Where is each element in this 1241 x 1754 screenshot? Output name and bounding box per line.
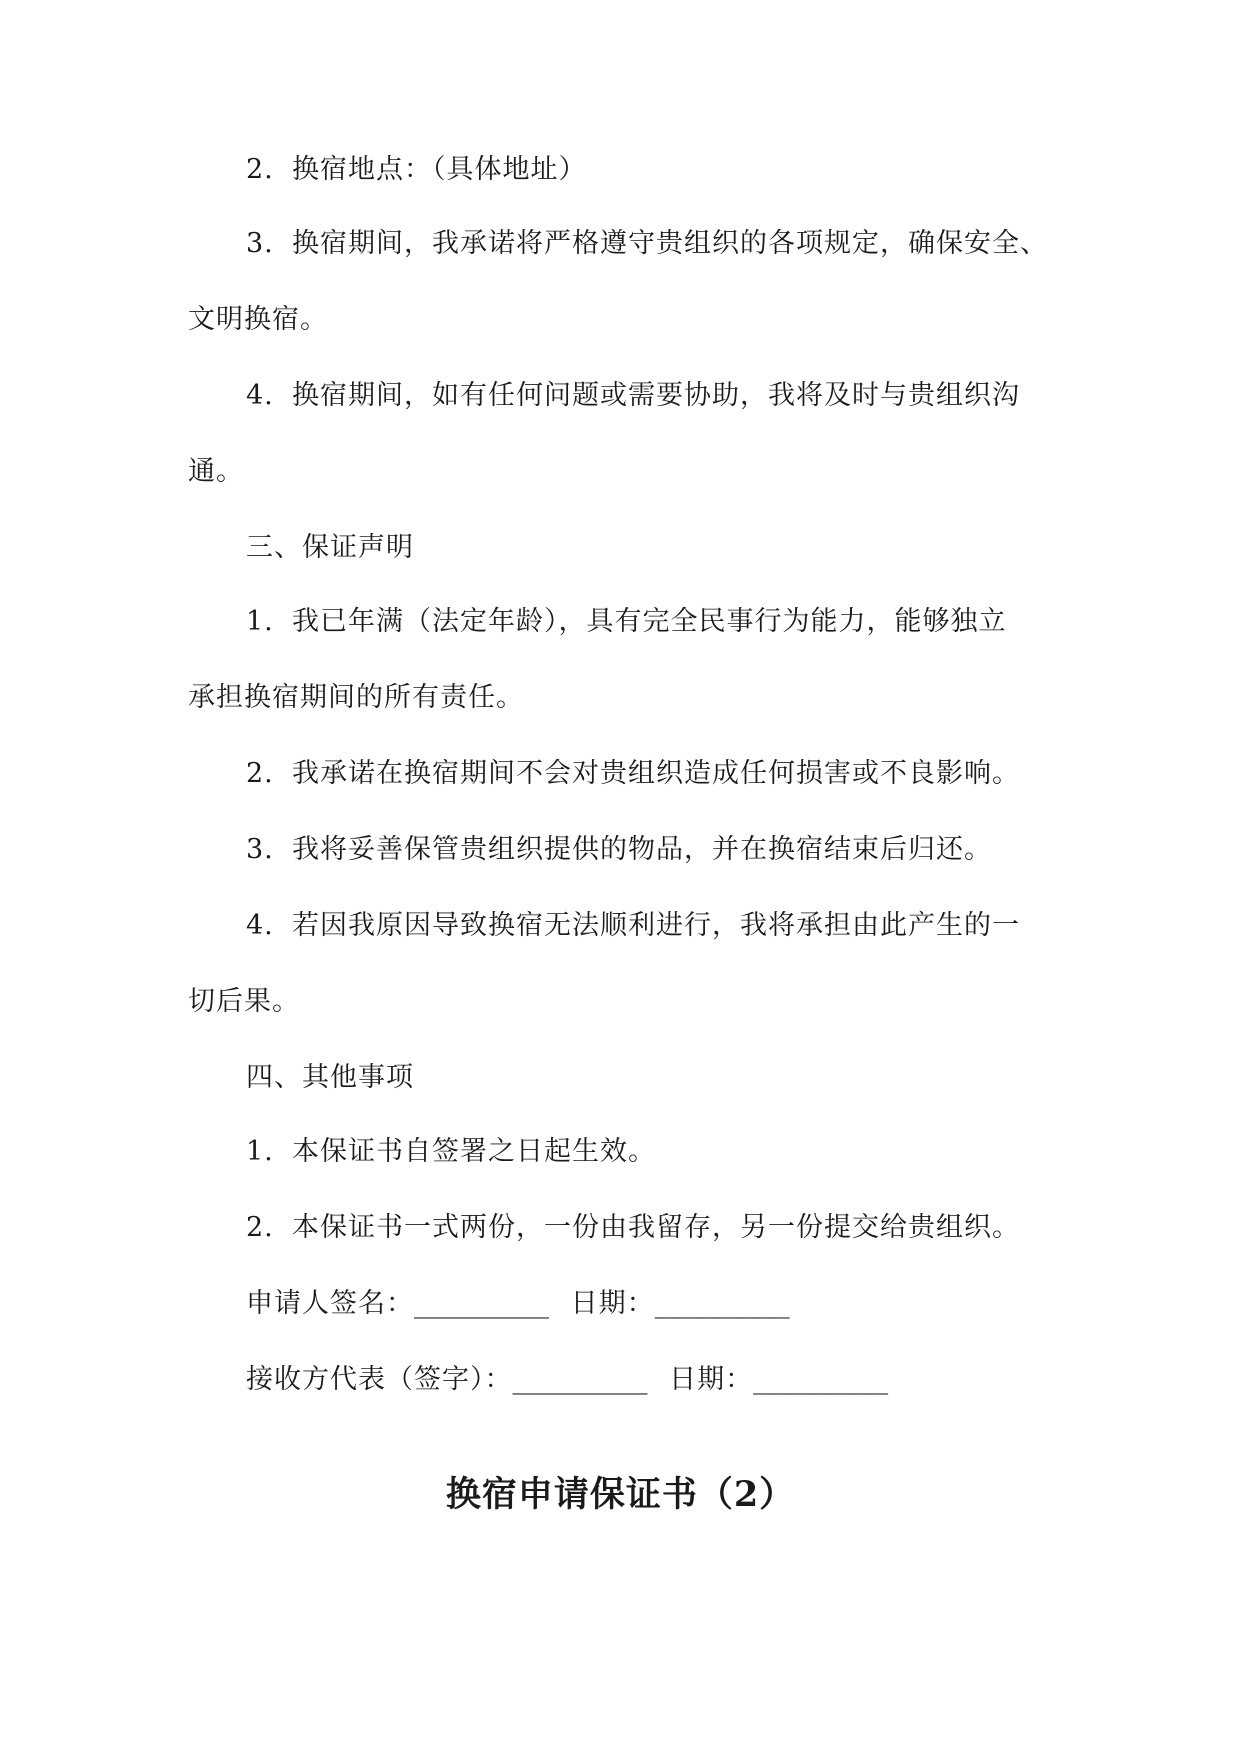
section-heading-guarantee: 三、保证声明 [246,532,414,563]
item-location [246,152,587,188]
item-number: 2. [246,758,274,789]
item-number: 1. [246,606,274,637]
item-number: 2. [246,154,274,185]
item-consequences [246,908,1020,944]
item-number: 4. [246,380,274,411]
next-document-title: 换宿申请保证书（2） [445,1474,796,1515]
applicant-signature-label: 申请人签名： [246,1288,414,1319]
item-number: 1. [246,1136,274,1167]
item-age-continued: 承担换宿期间的所有责任。 [188,682,524,713]
item-text: 我已年满（法定年龄），具有完全民事行为能力，能够独立 [292,606,1007,637]
item-effective [246,1134,656,1170]
item-number: 3. [246,228,274,259]
receiver-date-label: 日期： [669,1364,754,1395]
item-consequences-continued: 切后果。 [188,986,300,1017]
receiver-signature-label: 接收方代表（签字）： [246,1364,513,1395]
item-text: 换宿期间，我承诺将严格遵守贵组织的各项规定，确保安全、 [292,228,1048,259]
item-text: 我承诺在换宿期间不会对贵组织造成任何损害或不良影响。 [292,758,1020,789]
applicant-signature-blank[interactable]: __________ [414,1288,549,1319]
receiver-signature-blank[interactable]: __________ [512,1364,648,1395]
item-communication [246,378,1020,414]
item-text: 若因我原因导致换宿无法顺利进行，我将承担由此产生的一 [292,910,1020,941]
item-rules-continued: 文明换宿。 [188,304,328,335]
item-text: 本保证书自签署之日起生效。 [292,1136,656,1167]
section-heading-other: 四、其他事项 [246,1062,414,1093]
item-number: 4. [246,910,274,941]
item-rules [246,226,1048,262]
item-text: 我将妥善保管贵组织提供的物品，并在换宿结束后归还。 [292,834,992,865]
item-text: 换宿地点：（具体地址） [292,154,587,185]
item-number: 3. [246,834,274,865]
item-number: 2. [246,1212,274,1243]
item-communication-continued: 通。 [188,456,244,487]
item-text: 换宿期间，如有任何问题或需要协助，我将及时与贵组织沟 [292,380,1020,411]
applicant-date-blank[interactable]: __________ [654,1288,790,1319]
item-copies [246,1210,1020,1246]
item-text: 本保证书一式两份，一份由我留存，另一份提交给贵组织。 [292,1212,1020,1243]
receiver-signature-line [246,1362,888,1398]
applicant-signature-line [246,1286,790,1322]
item-no-harm [246,756,1020,792]
applicant-date-label: 日期： [570,1288,655,1319]
item-property [246,832,992,868]
receiver-date-blank[interactable]: __________ [753,1364,889,1395]
item-age [246,604,1007,640]
